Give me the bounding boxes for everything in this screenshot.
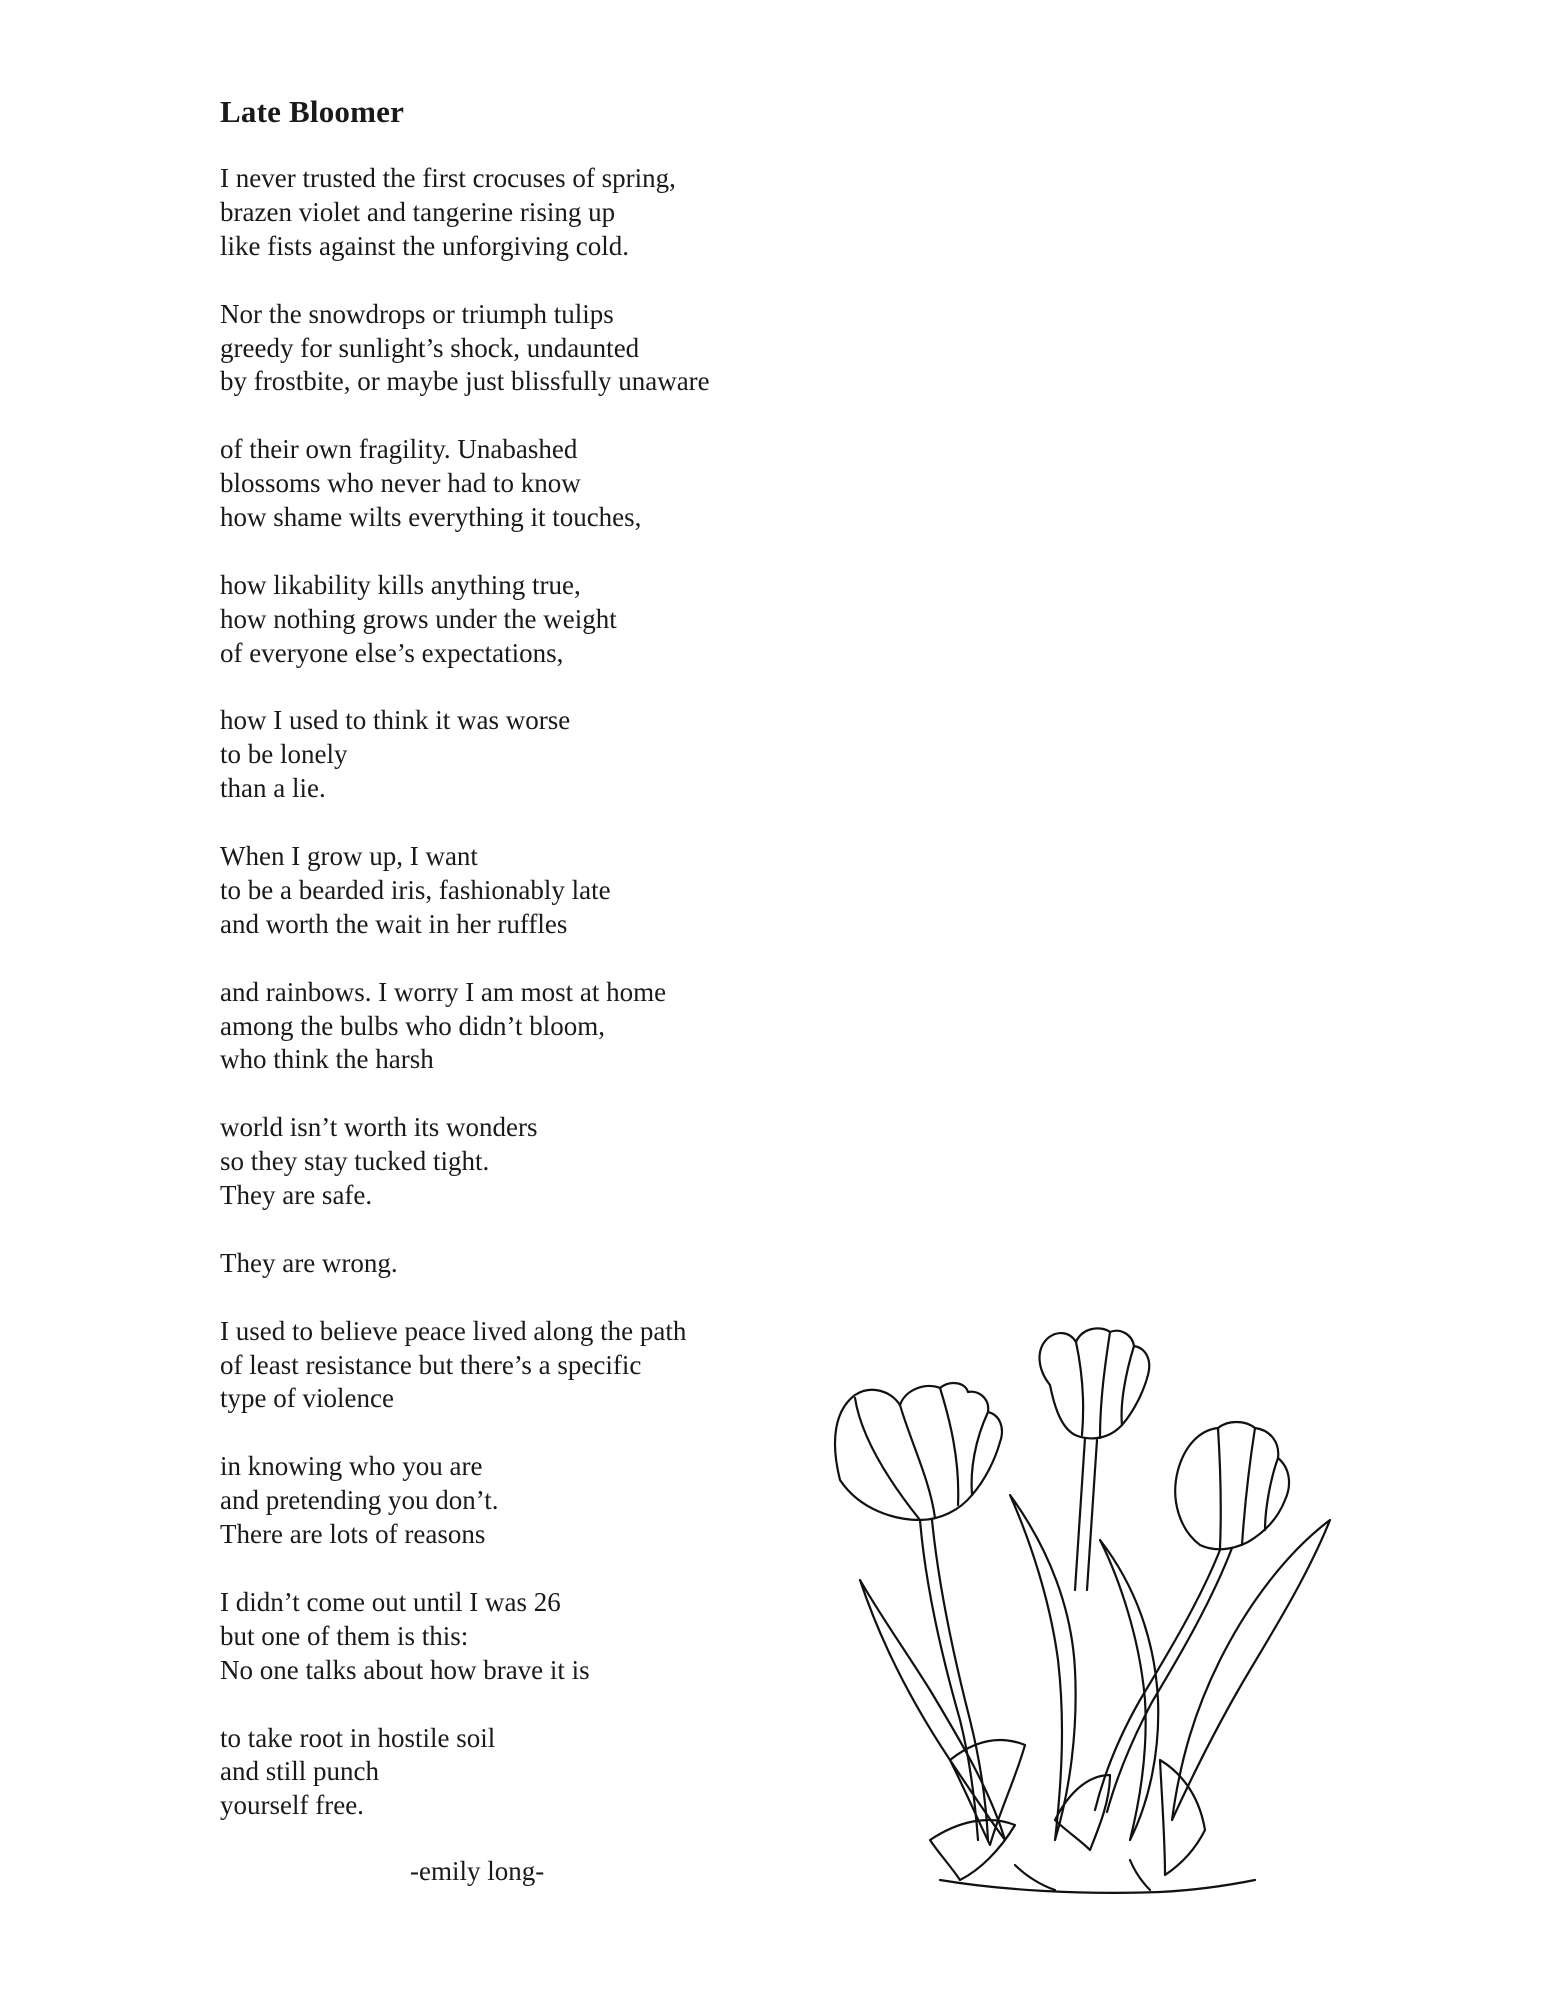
poem-line: yourself free. bbox=[220, 1790, 364, 1821]
poem-line: Nor the snowdrops or triumph tulips bbox=[220, 298, 614, 329]
poem-line: brazen violet and tangerine rising up bbox=[220, 196, 616, 227]
poem-line: and pretending you don’t. bbox=[220, 1485, 499, 1516]
poem-line: type of violence bbox=[220, 1383, 394, 1414]
poem-line: There are lots of reasons bbox=[220, 1519, 486, 1550]
poem-stanza bbox=[220, 298, 820, 400]
poem-line: I used to believe peace lived along the path bbox=[220, 1315, 687, 1346]
poem-stanza bbox=[220, 1111, 820, 1213]
author-signature: -emily long- bbox=[410, 1856, 545, 1886]
poem-line: of everyone else’s expectations, bbox=[220, 637, 564, 668]
poem-line: world isn’t worth its wonders bbox=[220, 1112, 538, 1143]
poem-line: how shame wilts everything it touches, bbox=[220, 502, 642, 533]
poem-line: and rainbows. I worry I am most at home bbox=[220, 976, 667, 1007]
tulips-illustration-icon bbox=[800, 1320, 1360, 1920]
poem-line: so they stay tucked tight. bbox=[220, 1146, 490, 1177]
poem-stanza bbox=[220, 840, 820, 942]
poem-stanza bbox=[220, 1722, 820, 1824]
poem-line: how nothing grows under the weight bbox=[220, 603, 617, 634]
poem-line: like fists against the unforgiving cold. bbox=[220, 230, 629, 261]
poem-line: to be lonely bbox=[220, 739, 348, 770]
poem-line: They are safe. bbox=[220, 1180, 373, 1211]
poem-stanza bbox=[220, 433, 820, 535]
poem-line: I didn’t come out until I was 26 bbox=[220, 1586, 561, 1617]
poem-line: but one of them is this: bbox=[220, 1620, 469, 1651]
poem-stanza bbox=[220, 569, 820, 671]
poem-line: to take root in hostile soil bbox=[220, 1722, 496, 1753]
poem-line: of least resistance but there’s a specific bbox=[220, 1349, 642, 1380]
poem-line: and still punch bbox=[220, 1756, 379, 1787]
poem-stanza bbox=[220, 162, 820, 264]
poem-line: among the bulbs who didn’t bloom, bbox=[220, 1010, 605, 1041]
poem-stanza bbox=[220, 704, 820, 806]
poem-line: how I used to think it was worse bbox=[220, 705, 571, 736]
tulips-drawing bbox=[800, 1320, 1360, 1920]
poem-line: in knowing who you are bbox=[220, 1451, 483, 1482]
poem-line: greedy for sunlight’s shock, undaunted bbox=[220, 332, 640, 363]
poem-line: how likability kills anything true, bbox=[220, 569, 581, 600]
poem-title: Late Bloomer bbox=[220, 94, 405, 129]
poem-line: to be a bearded iris, fashionably late bbox=[220, 874, 611, 905]
poem-stanza bbox=[220, 1247, 820, 1281]
poem-line: and worth the wait in her ruffles bbox=[220, 908, 568, 939]
poem-line: who think the harsh bbox=[220, 1044, 434, 1075]
poem-stanza bbox=[220, 1586, 820, 1688]
poem-line: of their own fragility. Unabashed bbox=[220, 434, 578, 465]
poem-line: No one talks about how brave it is bbox=[220, 1654, 590, 1685]
poem-line: blossoms who never had to know bbox=[220, 468, 581, 499]
poem-stanza bbox=[220, 976, 820, 1078]
poem-line: I never trusted the first crocuses of spring, bbox=[220, 163, 676, 193]
poem-stanza bbox=[220, 1315, 820, 1417]
poem-line: When I grow up, I want bbox=[220, 841, 478, 872]
poem-line: They are wrong. bbox=[220, 1247, 398, 1278]
poem-body bbox=[220, 162, 820, 1857]
poem-line: than a lie. bbox=[220, 773, 326, 804]
poem-line: by frostbite, or maybe just blissfully unaware bbox=[220, 366, 710, 397]
poem-stanza bbox=[220, 1450, 820, 1552]
